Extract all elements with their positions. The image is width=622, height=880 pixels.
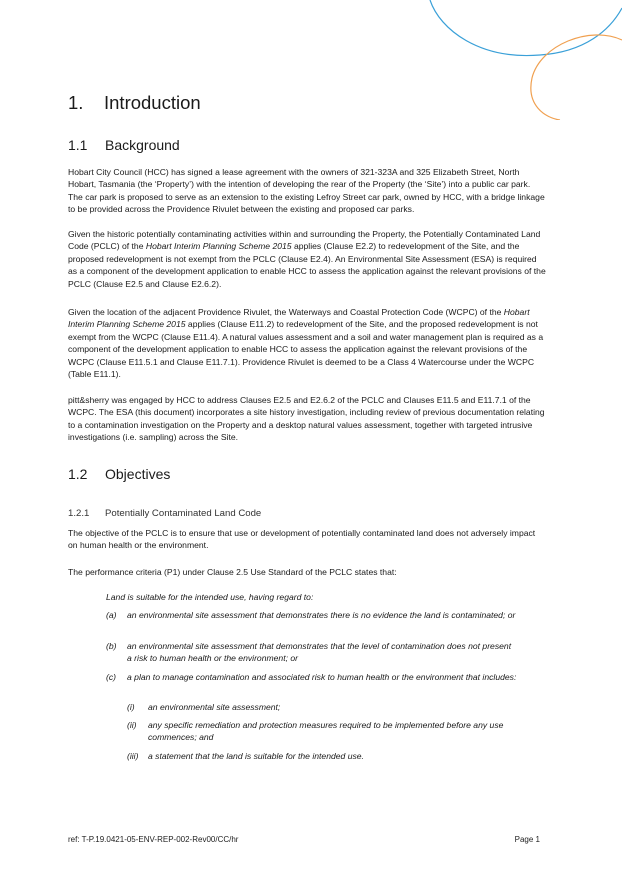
background-paragraph-3: Given the location of the adjacent Providence Rivulet, the Waterways and Coastal Protection Code (WCPC) of the Hobart Interim Planning Scheme 2015 applies (Clause E11.2) to redevelopment of the Site, and the proposed redevelopment is not exempt from the WCPC (Clause E11.4). A natural values assessment and a soil and water management plan is required as a component of the development application to enable HCC to assess the application against the relevant provisions of the WCPC (Clause E11.5.1 and Clause E11.7.1). Providence Rivulet is deemed to be a Class 4 Watercourse under the WCPC (Table E11.1). — [68, 307, 544, 380]
item-text: an environmental site assessment that demonstrates there is no evidence the land is contaminated; or — [127, 610, 516, 620]
blue-arc — [430, 0, 622, 56]
background-paragraph-2: Given the historic potentially contaminating activities within and surrounding the Property, the Potentially Contaminated Land Code (PCLC) of the Hobart Interim Planning Scheme 2015 applies (Clause E2.2) to redevelopment of the Site, and the proposed redevelopment is not exempt from the PCLC (Clause E2.4). An Environmental Site Assessment (ESA) is required as a component of the development application to enable HCC to assess the application against the relevant provisions of the PCLC (Clause E2.5 and Clause E2.6.2). — [68, 229, 546, 289]
heading-background — [68, 137, 180, 153]
item-label: (iii) — [127, 751, 139, 761]
heading-introduction — [68, 92, 201, 114]
objectives-paragraph-2: The performance criteria (P1) under Clause 2.5 Use Standard of the PCLC states that: — [68, 567, 397, 577]
heading-pclc — [68, 508, 261, 519]
item-text: an environmental site assessment that demonstrates that the level of contamination does not present a risk to human health or the environment; or — [127, 641, 512, 664]
section-number: 1.2 — [68, 466, 88, 482]
scheme-name: Hobart Interim Planning Scheme 2015 — [145, 241, 292, 252]
item-text: an environmental site assessment; — [148, 702, 281, 712]
item-label: (a) — [106, 610, 117, 620]
item-label: (ii) — [127, 720, 137, 730]
heading-objectives — [68, 466, 170, 482]
item-label: (i) — [127, 702, 135, 712]
item-label: (b) — [106, 641, 117, 651]
heading-title: Introduction — [104, 92, 201, 113]
orange-arc — [531, 35, 622, 120]
item-label: (c) — [106, 672, 117, 682]
item-text: a statement that the land is suitable for the intended use. — [148, 751, 364, 761]
quote-intro: Land is suitable for the intended use, having regard to: — [106, 592, 314, 602]
section-title: Objectives — [105, 466, 171, 482]
item-text: a plan to manage contamination and associated risk to human health or the environment that includes: — [127, 672, 517, 682]
item-text: any specific remediation and protection measures required to be implemented before any use commences; and — [148, 720, 504, 743]
background-paragraph-4: pitt&sherry was engaged by HCC to address Clauses E2.5 and E2.6.2 of the PCLC and Clauses E11.5 and E11.7.1 of the WCPC. The ESA (this document) incorporates a site history investigation, including review of previous documentation relating to a contamination investigation on the Property and a desktop natural values assessment, together with targeted intrusive investigations (i.e. sampling) across the Site. — [68, 395, 545, 443]
page-number: Page 1 — [514, 835, 540, 844]
objectives-paragraph-1: The objective of the PCLC is to ensure that use or development of potentially contaminated land does not adversely impact on human health or the environment. — [68, 528, 536, 551]
section-number: 1.1 — [68, 137, 88, 153]
subsection-title: Potentially Contaminated Land Code — [105, 508, 262, 519]
heading-number: 1. — [68, 92, 84, 113]
document-reference: ref: T-P.19.0421-05-ENV-REP-002-Rev00/CC/hr — [68, 835, 239, 844]
scheme-name: Hobart Interim Planning Scheme 2015 — [68, 307, 530, 330]
background-paragraph-1: Hobart City Council (HCC) has signed a lease agreement with the owners of 321-323A and 325 Elizabeth Street, North Hobart, Tasmania (the ‘Property’) with the intention of developing the rear of the Property (the ‘Site’) into a public car park. The car park is proposed to serve as an extension to the existing Lefroy Street car park, owned by HCC, with a bridge linkage to be provided across the Providence Rivulet between the existing and proposed car parks. — [68, 167, 545, 215]
subsection-number: 1.2.1 — [68, 508, 90, 519]
section-title: Background — [105, 137, 180, 153]
